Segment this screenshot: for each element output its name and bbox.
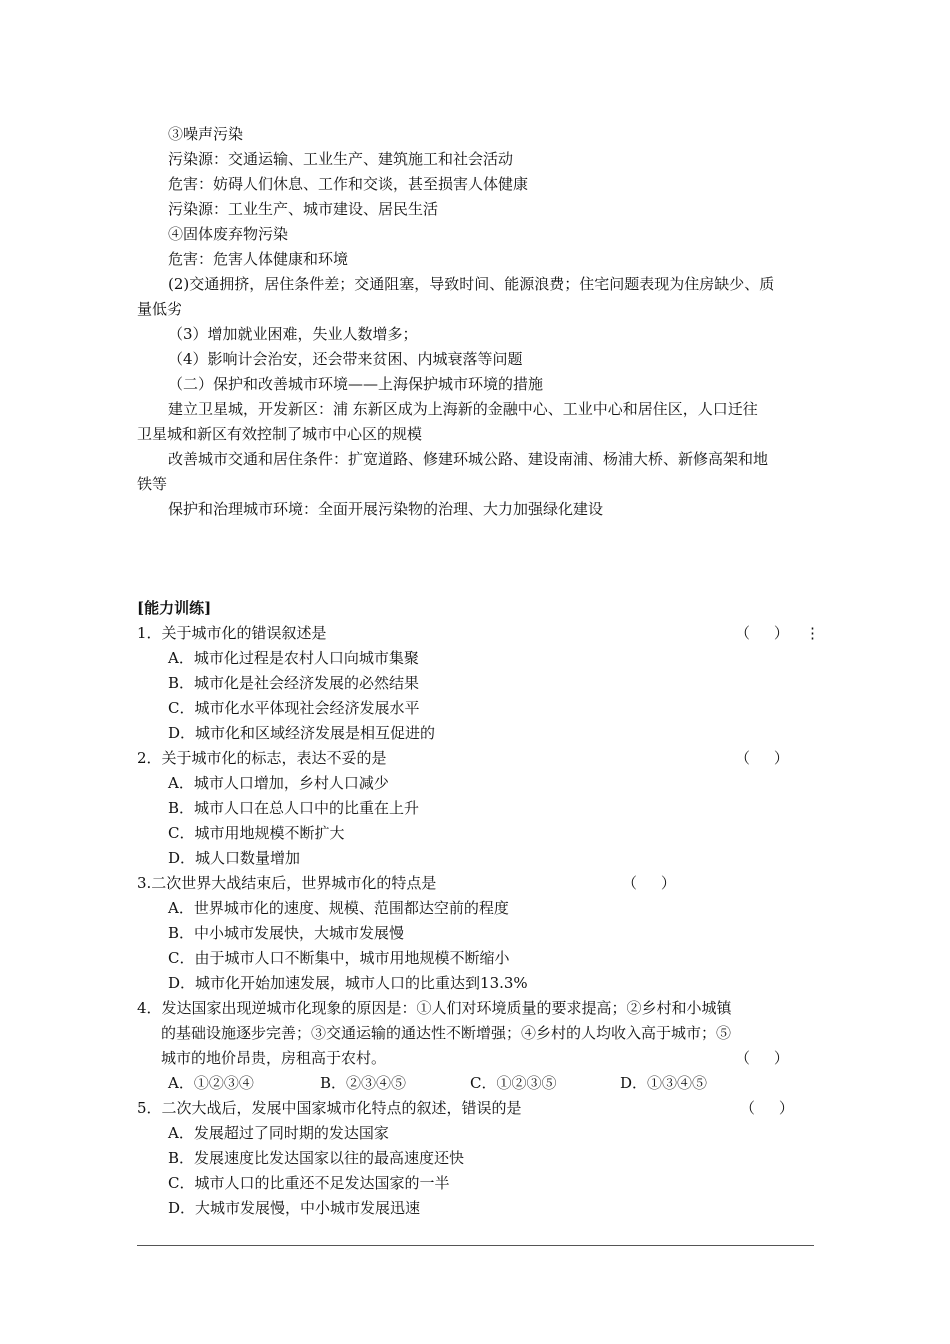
option: C．城市用地规模不断扩大 xyxy=(168,824,345,842)
body-line: 危害：妨碍人们休息、工作和交谈，甚至损害人体健康 xyxy=(168,175,529,193)
answer-paren: （ ） xyxy=(735,1049,789,1067)
option: D．城市化开始加速发展，城市人口的比重达到13.3% xyxy=(168,974,528,992)
body-line: 建立卫星城，开发新区：浦 东新区成为上海新的金融中心、工业中心和居住区，人口迁往 xyxy=(168,400,758,418)
question-stem: 2．关于城市化的标志，表达不妥的是 xyxy=(137,749,387,767)
section-title: [能力训练] xyxy=(137,599,212,617)
option: B．中小城市发展快，大城市发展慢 xyxy=(168,924,405,942)
option: C．城市人口的比重还不足发达国家的一半 xyxy=(168,1174,450,1192)
option: A．发展超过了同时期的发达国家 xyxy=(168,1124,389,1142)
option: D．城市化和区域经济发展是相互促进的 xyxy=(168,724,436,742)
body-line: ③噪声污染 xyxy=(168,125,244,143)
option: A．城市人口增加，乡村人口减少 xyxy=(168,774,389,792)
option: B．城市人口在总人口中的比重在上升 xyxy=(168,799,420,817)
question-stem: 4．发达国家出现逆城市化现象的原因是：①人们对环境质量的要求提高；②乡村和小城镇 xyxy=(137,999,732,1017)
option: B．发展速度比发达国家以往的最高速度还快 xyxy=(168,1149,465,1167)
body-line: 改善城市交通和居住条件：扩宽道路、修建环城公路、建设南浦、杨浦大桥、新修高架和地 xyxy=(168,450,769,468)
option: A．世界城市化的速度、规模、范围都达空前的程度 xyxy=(168,899,509,917)
answer-paren: （ ） xyxy=(735,749,789,767)
body-line: 卫星城和新区有效控制了城市中心区的规模 xyxy=(137,425,423,443)
option: C．由于城市人口不断集中，城市用地规模不断缩小 xyxy=(168,949,510,967)
body-line: （二）保护和改善城市环境——上海保护城市环境的措施 xyxy=(168,375,544,393)
option: B．②③④⑤ xyxy=(320,1074,407,1092)
answer-paren: （ ） xyxy=(735,624,789,642)
option: C．①②③⑤ xyxy=(470,1074,557,1092)
body-line: （4）影响计会治安，还会带来贫困、内城衰落等问题 xyxy=(168,350,523,368)
body-line: ④固体废弃物污染 xyxy=(168,225,289,243)
option: D．①③④⑤ xyxy=(620,1074,708,1092)
margin-mark: ⋮ xyxy=(805,624,820,642)
question-stem: 的基础设施逐步完善；③交通运输的通达性不断增强；④乡村的人均收入高于城市；⑤ xyxy=(161,1024,732,1042)
answer-paren: （ ） xyxy=(622,874,676,892)
option: D．大城市发展慢，中小城市发展迅速 xyxy=(168,1199,421,1217)
body-line: （3）增加就业困难，失业人数增多； xyxy=(168,325,418,343)
option: A．城市化过程是农村人口向城市集聚 xyxy=(168,649,419,667)
body-line: 危害：危害人体健康和环境 xyxy=(168,250,349,268)
question-stem: 5．二次大战后，发展中国家城市化特点的叙述，错误的是 xyxy=(137,1099,522,1117)
body-line: (2)交通拥挤，居住条件差；交通阻塞，导致时间、能源浪费；住宅问题表现为住房缺少、质 xyxy=(168,275,775,293)
body-line: 污染源：工业生产、城市建设、居民生活 xyxy=(168,200,439,218)
option: D．城人口数量增加 xyxy=(168,849,301,867)
question-stem: 1．关于城市化的错误叙述是 xyxy=(137,624,327,642)
body-line: 污染源：交通运输、工业生产、建筑施工和社会活动 xyxy=(168,150,514,168)
body-line: 保护和治理城市环境：全面开展污染物的治理、大力加强绿化建设 xyxy=(168,500,604,518)
body-line: 铁等 xyxy=(137,475,168,493)
option: B．城市化是社会经济发展的必然结果 xyxy=(168,674,420,692)
footer-rule xyxy=(137,1245,814,1246)
answer-paren: （ ） xyxy=(740,1099,794,1117)
body-line: 量低劣 xyxy=(137,300,183,318)
option: A．①②③④ xyxy=(168,1074,254,1092)
option: C．城市化水平体现社会经济发展水平 xyxy=(168,699,420,717)
question-stem: 3.二次世界大战结束后，世界城市化的特点是 xyxy=(137,874,437,892)
question-stem: 城市的地价昂贵，房租高于农村。 xyxy=(161,1049,387,1067)
